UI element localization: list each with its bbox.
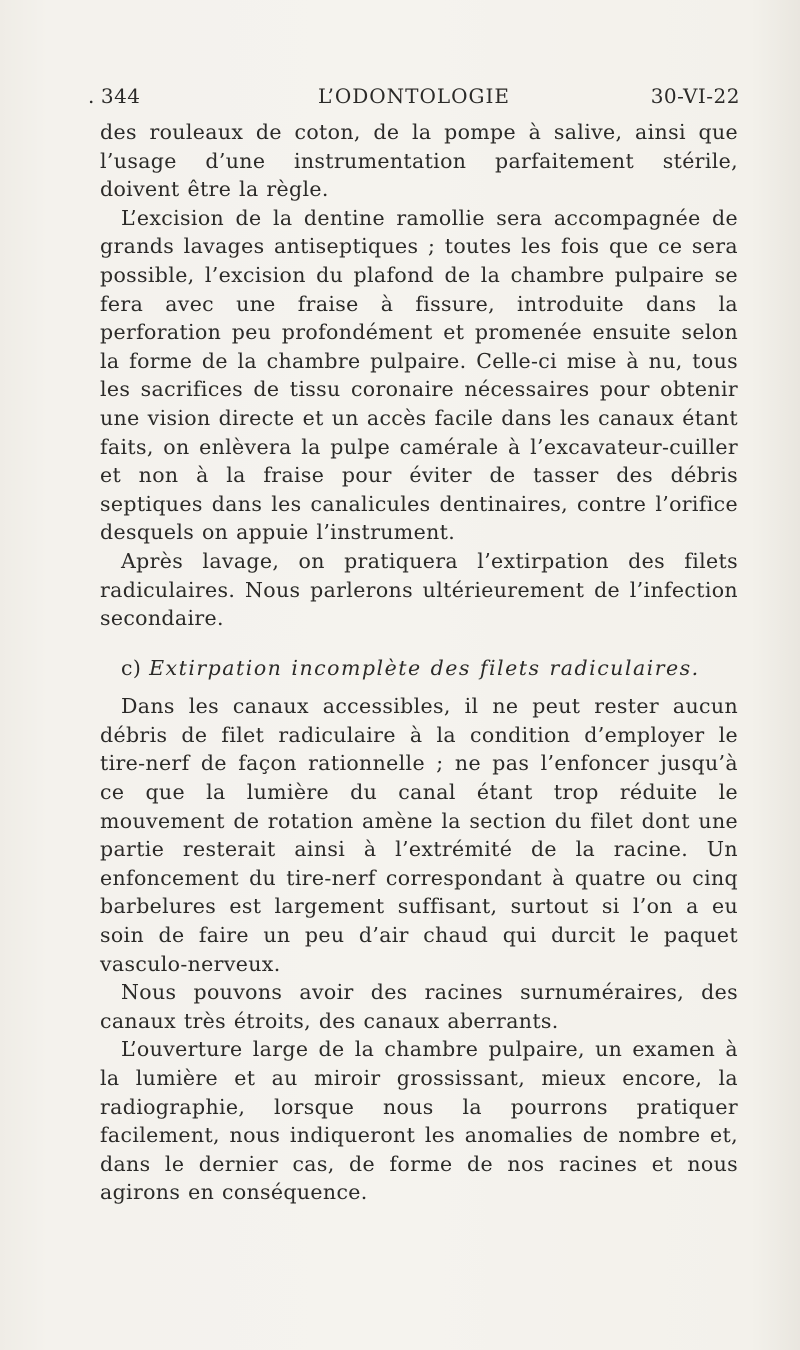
body-text	[100, 118, 738, 1207]
section-heading	[100, 654, 738, 683]
paragraph-canaux: Dans les canaux accessibles, il ne peut rester aucun débris de filet radiculaire à la condition d’employer le tire-nerf de façon rationnelle ; ne pas l’enfoncer jusqu’à ce que la lumière du canal étant trop réduite le mouvement de rotation amène la section du filet dont une partie resterait ainsi à l’extrémité de la racine. Un enfoncement du tire-nerf correspondant à quatre ou cinq barbelures est largement suffisant, surtout si l’on a eu soin de faire un peu d’air chaud qui durcit le paquet vasculo-nerveux.	[100, 694, 738, 976]
paragraph-racines: Nous pouvons avoir des racines surnuméraires, des canaux très étroits, des canaux aberrants.	[100, 980, 738, 1033]
section-letter: c)	[121, 655, 142, 680]
running-header	[88, 84, 740, 112]
page-dot: .	[88, 84, 95, 108]
page-number-value: 344	[100, 84, 141, 108]
paragraph-excision: L’excision de la dentine ramollie sera accompagnée de grands lavages antiseptiques ; toutes les fois que ce sera possible, l’excision du plafond de la chambre pulpaire se fera avec une fraise à fissure, introduite dans la perforation peu profondément et promenée ensuite selon la forme de la chambre pulpaire. Celle-ci mise à nu, tous les sacrifices de tissu coronaire nécessaires pour obtenir une vision directe et un accès facile dans les canaux étant faits, on enlèvera la pulpe camérale à l’excavateur-cuiller et non à la fraise pour éviter de tasser des débris septiques dans les canalicules dentinaires, contre l’orifice desquels on appuie l’instrument.	[100, 205, 738, 545]
paragraph-lavage: Après lavage, on pratiquera l’extirpation des filets radiculaires. Nous parlerons ultérieurement de l’infection secondaire.	[100, 548, 738, 631]
section-title: Extirpation incomplète des filets radiculaires.	[149, 655, 700, 680]
paragraph-ouverture: L’ouverture large de la chambre pulpaire, un examen à la lumière et au miroir grossissant, mieux encore, la radiographie, lorsque nous la pourrons pratiquer facilement, nous indiqueront les anomalies de nombre et, dans le dernier cas, de forme de nos racines et nous agirons en conséquence.	[100, 1037, 738, 1205]
issue-date: 30-VI-22	[650, 84, 740, 108]
paragraph-continuation: des rouleaux de coton, de la pompe à salive, ainsi que l’usage d’une instrumentation parfaitement stérile, doivent être la règle.	[100, 120, 738, 202]
journal-title: L’ODONTOLOGIE	[317, 84, 511, 108]
